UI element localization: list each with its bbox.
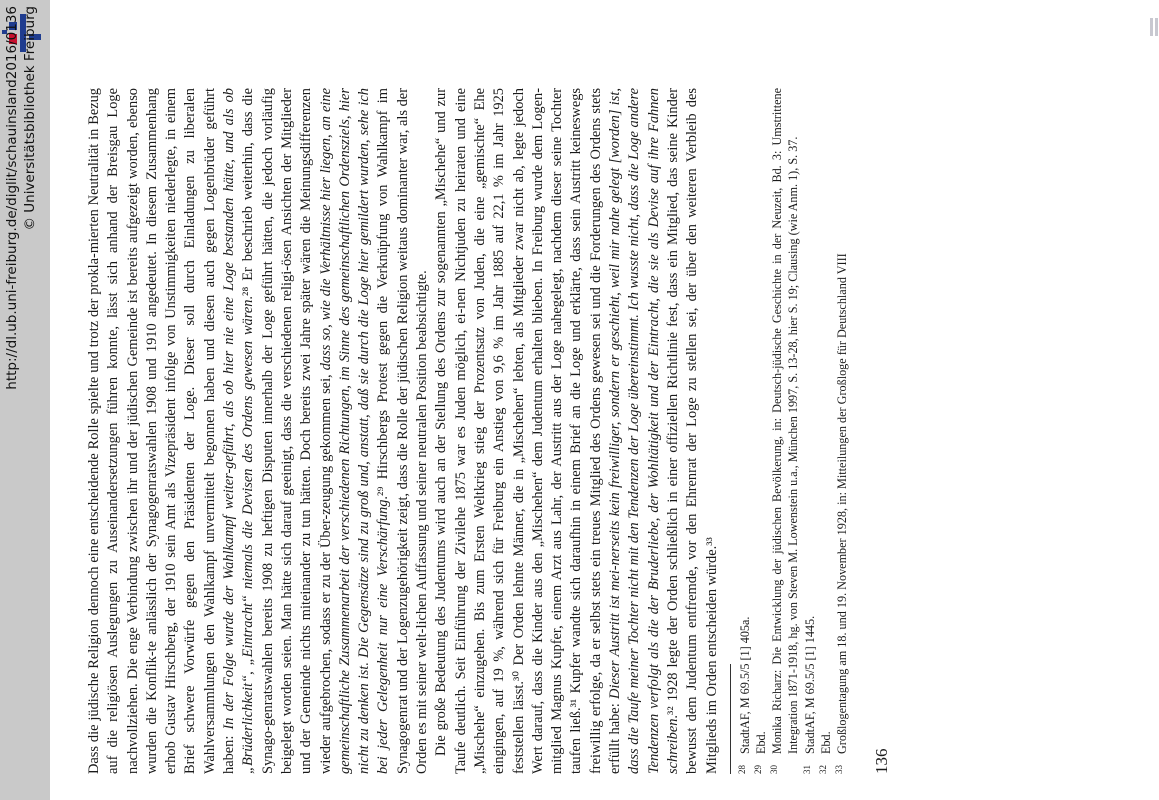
- footnote-text: Ebd.: [754, 731, 768, 754]
- page-number: 136: [872, 748, 892, 774]
- footnote-text: Ebd.: [818, 731, 833, 754]
- footnote-divider: [730, 664, 731, 774]
- footnote-number: 30: [769, 765, 780, 774]
- footnote: [802, 88, 818, 774]
- footnote: [737, 88, 753, 774]
- footnote-text: Monika Richarz: Die Entwicklung der jüdischen Bevölkerung, in: Deutsch-jüdische Geschichte in der Neuzeit, Bd. 3: Umstrittene Integration 1871-1918, hg. von Steven M. Lowenstein u.a., München 1997, S. 13-28, hier S. 19; Clausing (wie Anm. 1), S. 37.: [770, 88, 801, 754]
- text-segment: .²⁸ Er beschrieb weiterhin, dass die Synago-genratswahlen bereits 1908 zu heftigen Disputen innerhalb der Loge geführt hätten, die jedoch vorläufig beigelegt worden seien. Man hätte sich darauf geeinigt, dass die verschiedenen religi-ösen Ansichten der Mitglieder und der Gemeinde nichts miteinander zu tun hätten. Doch bereits zwei Jahre später wären die Meinungsdifferenzen wieder aufgebrochen, sodass er zu der Über-zeugung gekommen sei,: [240, 88, 334, 774]
- footnote-text: Großlogentagung am 18. und 19. November 1928, in: Mitteilungen der Großloge für Deutschland VIII: [835, 253, 850, 754]
- footnote-number: 28: [736, 765, 747, 774]
- source-url[interactable]: http://dl.ub.uni-freiburg.de/diglit/schauinsland2016/0136: [4, 6, 20, 390]
- paragraph-1: [85, 88, 432, 774]
- footnote-number: 31: [801, 765, 812, 774]
- footnote-number: 33: [834, 765, 845, 774]
- text-stack: [85, 88, 892, 778]
- footnote-number: 29: [753, 765, 763, 774]
- copyright-notice: © Universitätsbibliothek Freiburg: [22, 6, 38, 231]
- footnote-text: StadtAF, M 69.5/5 [1] 1445.: [802, 615, 817, 754]
- footnote-text: StadtAF, M 69.5/5 [1] 405a.: [737, 616, 752, 754]
- next-page-edge: [1149, 0, 1159, 40]
- quoted-text: In der Folge wurde der Wahlkampf weiter-geführt, als ob hier nie eine Loge bestanden hätte, und als ob „Brüderlichkeit“, „Eintracht“ niemals die Devisen des Ordens gewesen wären: [221, 88, 257, 774]
- page-body: [85, 88, 1045, 778]
- rotated-page: [85, 70, 1045, 800]
- text-segment: Dass die jüdische Religion dennoch eine entscheidende Rolle spielte und trotz der prokla-mierten Neutralität in Bezug auf die religiösen Auslegungen zu Auseinandersetzungen führen konnte, lässt sich anhand der Breisgau Loge nachvollziehen. Die enge Verbindung zwischen ihr und der jüdischen Gemeinde ist bereits aufgezeigt worden, ebenso wurden die Konflik-te anlässlich der Synagogenratswahlen 1908 und 1910 angedeutet. In diesem Zusammenhang erhob Gustav Hirschberg, der 1910 sein Amt als Vizepräsident infolge von Unstimmigkeiten niederlegte, in einem Brief schwere Vorwürfe gegen den Präsidenten der Loge. Dieser soll durch Einladungen zu liberalen Wahlversammlungen den Wahlkampf unvermittelt begonnen haben und diesen auch gegen Logenbrüder geführt haben:: [86, 88, 238, 774]
- footnote: [818, 88, 834, 774]
- sidebar: [0, 0, 50, 800]
- quoted-text: Dieser Austritt ist mei-nerseits kein freiwilliger, sondern er geschieht, weil mir nahe gelegt [worden] ist, dass die Taufe meiner Tochter nicht mit den Tendenzen der Loge übereinstimmt. Ich wusste nicht, dass die Loge andere Tendenzen verfolgt als die der Bruderliebe, der Wohltätigkeit und der Eintracht, die sie als Devise auf ihre Fahnen schreiben: [607, 88, 681, 774]
- text-segment: .²⁹ Hirschbergs Protest gegen die Verknüpfung von Wahlkampf im Synagogenrat und der Logenzugehörigkeit zeigt, dass die Rolle der jüdischen Religion weitaus dominanter war, als der Orden es mit seiner welt-lichen Auffassung und seiner neutralen Position beabsichtigte.: [375, 88, 431, 774]
- footnotes: [737, 88, 850, 774]
- text-segment: Die große Bedeutung des Judentums wird auch an der Stellung des Ordens zur sogenannten „Mischehe“ und zur Taufe deutlich. Seit Einführung der Zivilehe 1875 war es Juden möglich, ei-nen Nichtjuden zu heiraten und eine „Mischehe“ einzugehen. Bis zum Ersten Weltkrieg stieg der Prozentsatz von Juden, die eine „gemischte“ Ehe eingingen, auf 19 %, während sich für Freiburg ein Anstieg von 9,6 % im Jahr 1885 auf 22,1 % im Jahr 1925 feststellen lässt.³⁰ Der Orden lehnte Männer, die in „Mischehen“ lebten, als Mitglieder zwar nicht ab, legte jedoch Wert darauf, dass die Kinder aus den „Mischehen“ dem Judentum erhalten blieben. In Freiburg wurde dem Logen-mitglied Magnus Kupfer, einem Arzt aus Lahr, der Austritt aus der Loge nahegelegt, nachdem dieser seine Tochter taufen ließ.³¹ Kupfer wandte sich daraufhin in einem Brief an die Loge und erklärte, dass sein Austritt keineswegs freiwillig erfolge, da er selbst stets ein treues Mitglied des Ordens gewesen sei und die Forderungen des Ordens stets erfüllt habe:: [433, 88, 624, 774]
- source-info: [3, 0, 47, 800]
- footnote: [753, 88, 769, 774]
- paragraph-2: [432, 88, 721, 774]
- footnote: [834, 88, 850, 774]
- text-segment: .³² 1928 legte der Orden schließlich in einer offiziellen Richtlinie fest, dass ein Mitglied, das seine Kinder bewusst dem Judentum entfremde, vor den Ehrenrat der Loge zu stellen sei, der über den weiteren Verbleib des Mitglieds im Orden entscheiden würde.³³: [664, 88, 720, 774]
- quoted-text: dass so, wie die Verhältnisse hier liegen, an eine gemeinschaftliche Zusammenarbeit der verschiedenen Richtungen, im Sinne des gemeinschaftlichen Ordensziels, hier nicht zu denken ist. Die Gegensätze sind zu groß und, anstatt, daß sie durch die Loge hier gemildert wurden, sehe ich bei jeder Gelegenheit nur eine Verschärfung: [317, 88, 392, 774]
- footnote: [769, 88, 801, 774]
- footnote-number: 32: [817, 765, 828, 774]
